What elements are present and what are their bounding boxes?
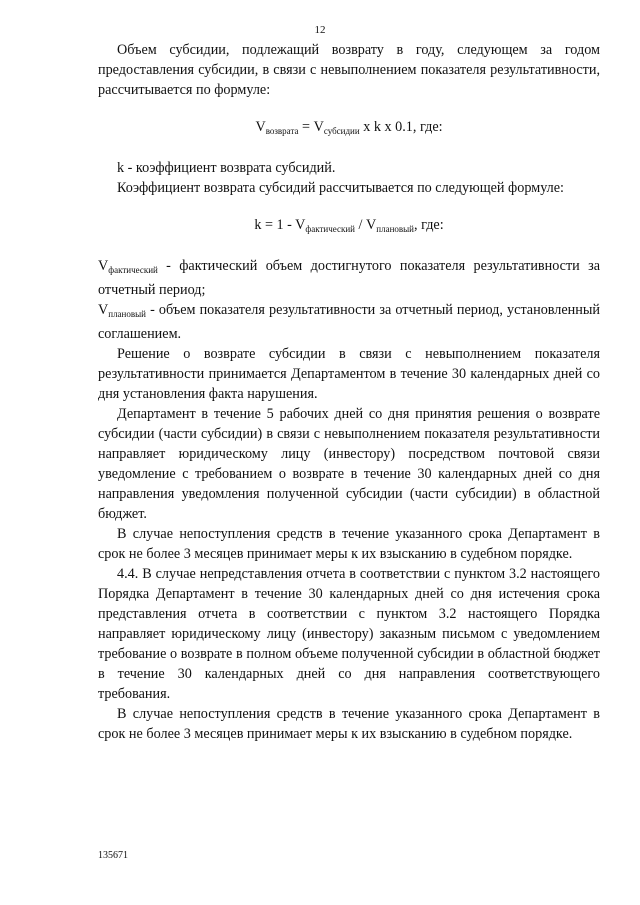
paragraph-court-recovery-1: В случае непоступления средств в течение указанного срока Департамент в срок не более 3 месяцев принимает меры к их взысканию в судебном порядке.: [98, 526, 600, 562]
paragraph-notification: Департамент в течение 5 рабочих дней со дня принятия решения о возврате субсидии (части субсидии) в связи с невыполнением показателя результативности направляет юридическому лицу (инвестору) посредством почтовой связи уведомление с требованием о возврате в течение 30 календарных дней со дня направления уведомления полученной субсидии (части субсидии) в областной бюджет.: [98, 406, 600, 522]
formula-term: / V: [354, 217, 377, 233]
formula-subscript: фактический: [305, 224, 355, 234]
definition-planned: [98, 300, 600, 344]
definition-term: V: [98, 258, 109, 274]
formula-term: V: [255, 119, 266, 135]
paragraph-court-recovery-2: В случае непоступления средств в течение указанного срока Департамент в срок не более 3 месяцев принимает меры к их взысканию в судебном порядке.: [98, 706, 600, 742]
formula-subscript: плановый: [376, 224, 414, 234]
formula-coefficient: [98, 215, 600, 239]
definition-actual: [98, 256, 600, 300]
formula-term: x k x 0.1, где:: [359, 119, 443, 135]
document-code: 135671: [98, 850, 128, 861]
definition-text: - фактический объем достигнутого показателя результативности за отчетный период;: [98, 258, 600, 298]
paragraph-subsidy-return-volume: Объем субсидии, подлежащий возврату в году, следующем за годом предоставления субсидии, в связи с невыполнением показателя результативности, рассчитывается по формуле:: [98, 42, 600, 98]
definition-term: V: [98, 302, 109, 318]
formula-term: = V: [298, 119, 324, 135]
formula-term: , где:: [414, 217, 444, 233]
definition-subscript: фактический: [108, 265, 158, 275]
page-number: 12: [314, 24, 326, 36]
formula-return-volume: [98, 117, 600, 141]
definition-subscript: плановый: [108, 309, 146, 319]
document-body: [98, 40, 600, 744]
paragraph-coefficient-intro: Коэффициент возврата субсидий рассчитывается по следующей формуле:: [117, 180, 564, 196]
formula-subscript: субсидии: [323, 126, 360, 136]
definition-text: - объем показателя результативности за отчетный период, установленный соглашением.: [98, 302, 600, 342]
formula-subscript: возврата: [265, 126, 299, 136]
paragraph-return-decision: Решение о возврате субсидии в связи с невыполнением показателя результативности принимается Департаментом в течение 30 календарных дней со дня установления факта нарушения.: [98, 346, 600, 402]
paragraph-section-4-4: 4.4. В случае непредставления отчета в соответствии с пунктом 3.2 настоящего Порядка Департамент в течение 30 календарных дней со дня истечения срока представления отчета в соответствии с пунктом 3.2 настоящего Порядка направляет юридическому лицу (инвестору) заказным письмом с уведомлением требование о возврате в полном объеме полученной субсидии в областной бюджет в течение 30 календарных дней со дня направления соответствующего требования.: [98, 566, 600, 702]
formula-term: k = 1 - V: [254, 217, 306, 233]
paragraph-k-definition: k - коэффициент возврата субсидий.: [117, 160, 336, 176]
